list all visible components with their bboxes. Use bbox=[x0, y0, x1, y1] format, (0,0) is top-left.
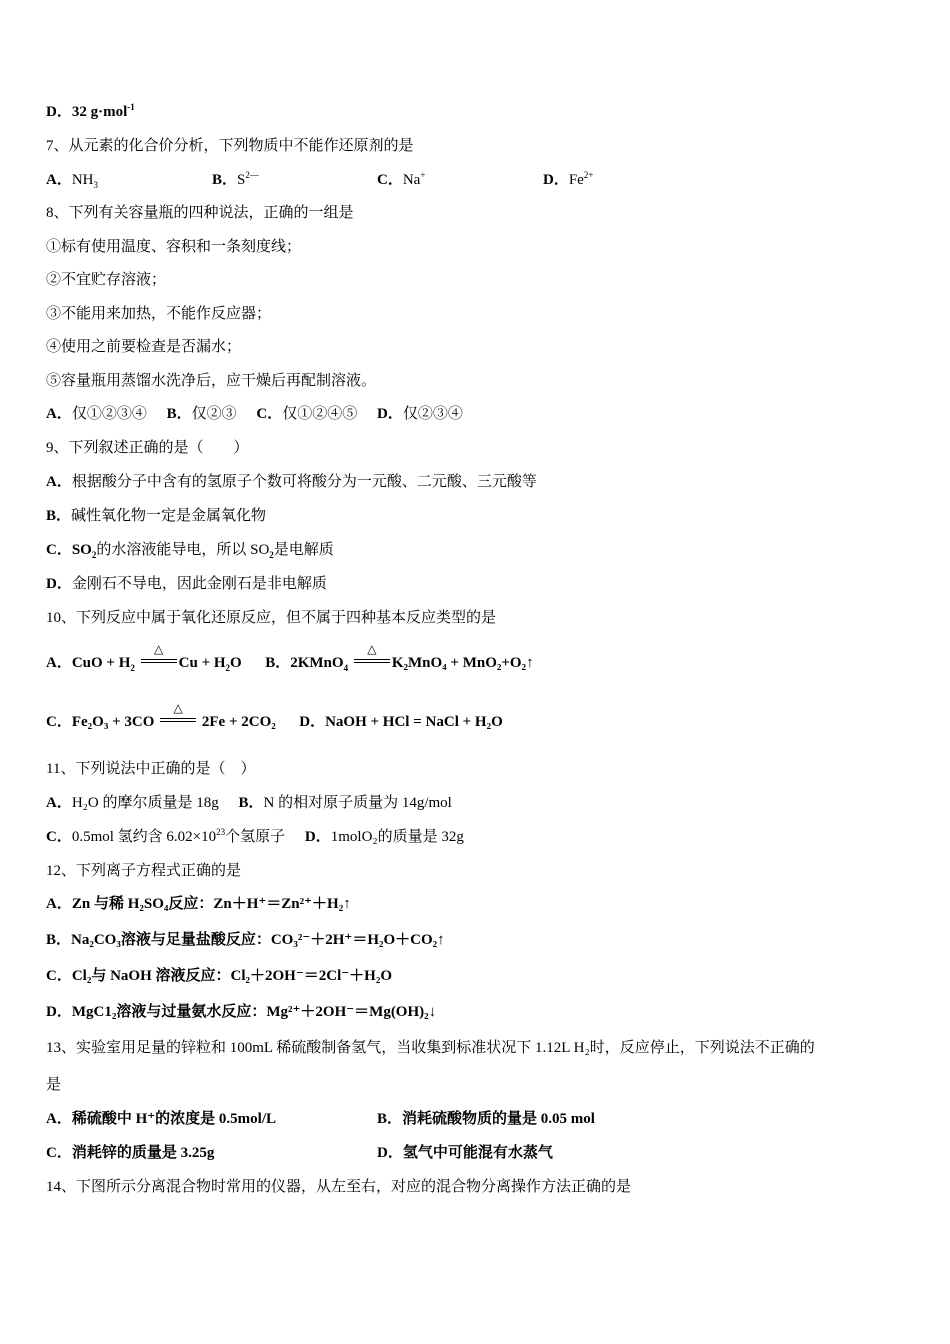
heat-equals-sign bbox=[160, 700, 196, 730]
option-label: C． bbox=[256, 406, 283, 422]
q10-options-cd: C．Fe₂O₃ + 3CO △ 2Fe + 2CO₂ D．NaOH + HCl = NaCl + H₂O bbox=[46, 700, 503, 730]
option-label: C． bbox=[46, 714, 72, 730]
q9-option-a: A．根据酸分子中含有的氢原子个数可将酸分为一元酸、二元酸、三元酸等 bbox=[46, 474, 537, 490]
option-label: B． bbox=[166, 406, 192, 422]
heat-equals-sign bbox=[141, 641, 177, 671]
q9-stem: 9、下列叙述正确的是（ ） bbox=[46, 440, 249, 456]
q8-statement-1: ①标有使用温度、容积和一条刻度线； bbox=[46, 239, 302, 255]
q8-statement-3: ③不能用来加热，不能作反应器； bbox=[46, 306, 272, 322]
option-label: D． bbox=[299, 714, 326, 730]
option-text: 仅①②④⑤ bbox=[282, 406, 358, 422]
q12-stem: 12、下列离子方程式正确的是 bbox=[46, 863, 242, 879]
q7-option-a: A．$NH_3$ bbox=[46, 172, 99, 190]
q12-option-b: B．Na₂CO₃溶液与足量盐酸反应：CO₃²⁻＋2H⁺＝H₂O＋CO₂↑ bbox=[46, 932, 445, 948]
q13-options-cd bbox=[46, 1143, 926, 1163]
option-text: 32 g·mol bbox=[71, 104, 128, 120]
q8-statement-2: ②不宜贮存溶液； bbox=[46, 272, 167, 288]
q7-options bbox=[46, 170, 926, 190]
q7-stem: 7、从元素的化合价分析，下列物质中不能作还原剂的是 bbox=[46, 138, 414, 154]
q7-option-b: B．$S^{2—}$ bbox=[212, 170, 259, 188]
option-label: A． bbox=[46, 655, 72, 671]
q11-stem: 11、下列说法中正确的是（ ） bbox=[46, 761, 256, 777]
q8-statement-5: ⑤容量瓶用蒸馏水洗净后，应干燥后再配制溶液。 bbox=[46, 373, 377, 389]
q10-stem: 10、下列反应中属于氧化还原反应，但不属于四种基本反应类型的是 bbox=[46, 610, 497, 626]
option-label: D． bbox=[46, 104, 72, 120]
q11-options-ab: A．H₂O 的摩尔质量是 18g B．N 的相对原子质量为 14g/mol bbox=[46, 795, 452, 811]
heat-delta-icon: △ bbox=[154, 641, 164, 656]
q14-stem: 14、下图所示分离混合物时常用的仪器，从左至右，对应的混合物分离操作方法正确的是 bbox=[46, 1179, 632, 1195]
option-label: A． bbox=[46, 406, 72, 422]
q11-options-cd: C．0.5mol 氢约含 $6.02\times 10^{23}$个氢原子 D．1molO₂的质量是 32g bbox=[46, 827, 464, 845]
q13-options-ab bbox=[46, 1109, 926, 1129]
q9-option-b: B．碱性氧化物一定是金属氧化物 bbox=[46, 508, 267, 524]
heat-delta-icon: △ bbox=[173, 700, 183, 715]
q12-option-c: C．Cl₂与 NaOH 溶液反应：Cl₂＋2OH⁻＝2Cl⁻＋H₂O bbox=[46, 968, 393, 984]
q13-stem-line1: 13、实验室用足量的锌粒和 100mL 稀硫酸制备氢气，当收集到标准状况下 1.12L H₂时，反应停止，下列说法不正确的 bbox=[46, 1040, 815, 1056]
q8-options bbox=[46, 404, 463, 424]
heat-delta-icon: △ bbox=[367, 641, 377, 656]
q9-option-d: D．金刚石不导电，因此金刚石是非电解质 bbox=[46, 576, 327, 592]
q12-option-d: D．MgC1₂溶液与过量氨水反应：Mg²⁺＋2OH⁻＝Mg(OH)₂↓ bbox=[46, 1004, 437, 1020]
q13-option-b: B．消耗硫酸物质的量是 0.05 mol bbox=[377, 1111, 595, 1127]
q13-option-a: A．稀硫酸中 H⁺的浓度是 0.5mol/L bbox=[46, 1111, 277, 1127]
option-text: 仅②③ bbox=[191, 406, 237, 422]
q7-option-c: C．Na+ bbox=[377, 170, 426, 188]
q7-option-d: D．$Fe^{2+}$ bbox=[543, 170, 594, 188]
option-text: 仅②③④ bbox=[402, 406, 463, 422]
q13-option-d: D．氢气中可能混有水蒸气 bbox=[377, 1145, 553, 1161]
q8-statement-4: ④使用之前要检查是否漏水； bbox=[46, 339, 242, 355]
superscript: -1 bbox=[127, 102, 135, 112]
q8-stem: 8、下列有关容量瓶的四种说法，正确的一组是 bbox=[46, 205, 354, 221]
q10-options-ab: A．CuO + $H_2$ △ $Cu + H_2O$ B．2KMnO$_4$ △ K₂MnO₄ + MnO₂+O₂↑ bbox=[46, 641, 534, 673]
q9-option-c: C．$SO_2$的水溶液能导电，所以 $SO_2$是电解质 bbox=[46, 542, 334, 560]
q13-stem-line2: 是 bbox=[46, 1077, 62, 1093]
q12-option-a: A．Zn 与稀 H₂SO₄反应：Zn＋H⁺＝Zn²⁺＋H₂↑ bbox=[46, 896, 351, 912]
option-text: 仅①②③④ bbox=[71, 406, 147, 422]
option-label: D． bbox=[377, 406, 403, 422]
q6-option-d bbox=[46, 102, 135, 122]
option-label: B． bbox=[265, 655, 291, 671]
heat-equals-sign bbox=[354, 641, 390, 671]
q13-option-c: C．消耗锌的质量是 3.25g bbox=[46, 1145, 215, 1161]
